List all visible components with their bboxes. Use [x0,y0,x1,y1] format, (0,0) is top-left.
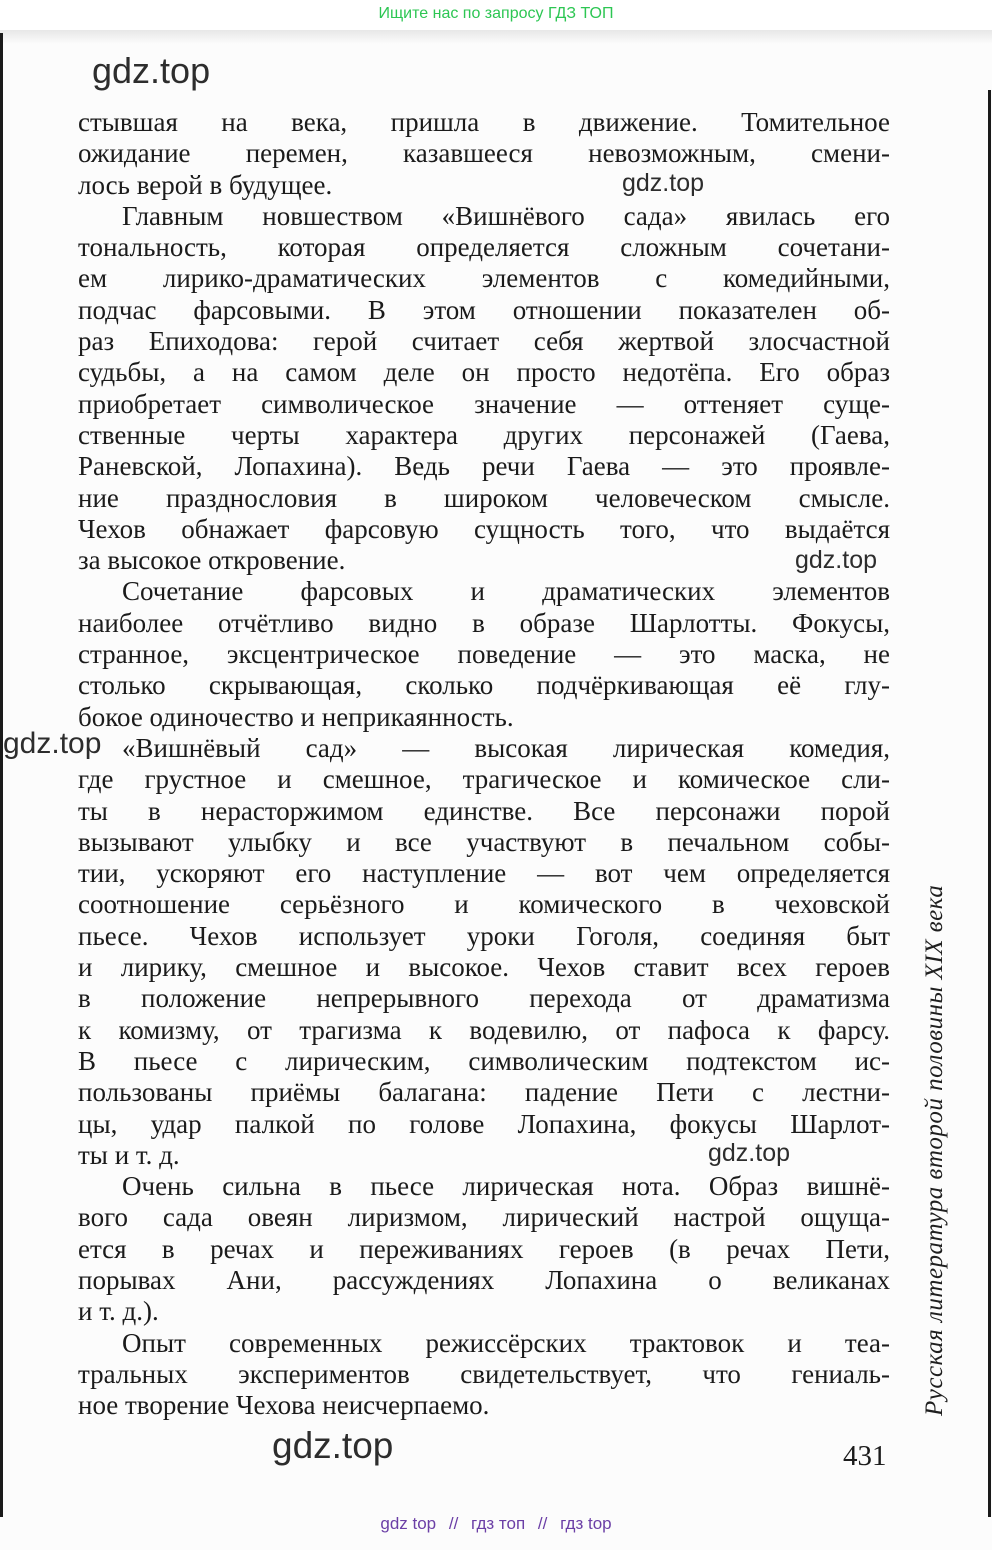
text-line: «Вишнёвый сад» — высокая лирическая комедия, [122,732,890,763]
margin-caption: Русская литература второй половины XIX века [921,884,948,1416]
text-line: вого сада овеян лиризмом, лирический настрой ощуща- [78,1202,890,1233]
text-line: подчас фарсовыми. В этом отношении показателен об- [78,294,890,325]
text-line: где грустное и смешное, трагическое и комическое сли- [78,764,890,795]
text-line: тональность, которая определяется сложным сочетани- [78,232,890,263]
text-line: за высокое откровение. [78,545,346,576]
footer-links [0,1514,992,1534]
text-line: порывах Ани, рассуждениях Лопахина о великанах [78,1264,890,1295]
text-line: судьбы, а на самом деле он просто недотёпа. Его образ [78,357,890,388]
text-line: Опыт современных режиссёрских трактовок и теа- [122,1327,890,1358]
gdztop-watermark: gdz.top [3,727,102,760]
text-line: бокое одиночество и неприкаянность. [78,701,514,732]
text-line: ем лирико-драматических элементов с комедийными, [78,263,890,294]
footer-separator: // [537,1514,548,1533]
site-banner-link[interactable]: Ищите нас по запросу ГДЗ ТОП [378,5,614,22]
gdztop-watermark: gdz.top [92,50,211,91]
text-line: стывшая на века, пришла в движение. Томительное [78,107,890,137]
text-line: приобретает символическое значение — оттеняет суще- [78,388,890,419]
text-line: тральных экспериментов свидетельствует, что гениаль- [78,1358,890,1389]
text-line: Главным новшеством «Вишнёвого сада» явилась его [122,200,890,231]
text-line: раз Епиходова: герой считает себя жертвой злосчастной [78,326,890,357]
text-line: ожидание перемен, казавшееся невозможным, смени- [78,138,890,169]
text-line: ственные черты характера других персонажей (Гаева, [78,419,890,450]
text-line: ты в нерасторжимом единстве. Все персонажи порой [78,795,890,826]
gdztop-watermark: gdz.top [622,169,705,197]
text-line: лось верой в будущее. [78,169,333,200]
page-edge-right [988,90,991,1517]
text-line: к комизму, от трагизма к водевилю, от пафоса к фарсу. [78,1014,890,1045]
page-top-shadow [0,30,992,44]
text-line: и лирику, смешное и высокое. Чехов ставит всех героев [78,952,890,983]
text-line: Раневской, Лопахина). Ведь речи Гаева — это проявле- [78,451,890,482]
text-line: столько скрывающая, сколько подчёркивающая её глу- [78,670,890,701]
text-line: Очень сильна в пьесе лирическая нота. Образ вишнё- [122,1171,890,1202]
footer-link-gdz-top-ru[interactable]: гдз топ [471,1514,526,1533]
text-line: ное творение Чехова неисчерпаемо. [78,1390,490,1421]
text-line: пьесе. Чехов использует уроки Гоголя, соединяя быт [78,920,890,951]
text-line: и т. д.). [78,1296,159,1327]
site-banner [0,0,992,30]
footer-link-gdz-top-mixed[interactable]: гдз top [560,1514,612,1533]
gdztop-watermark: gdz.top [795,546,878,574]
text-line: цы, удар палкой по голове Лопахина, фокусы Шарлот- [78,1108,890,1139]
page-number: 431 [843,1440,887,1472]
footer-separator: // [448,1514,459,1533]
footer-link-gdz-top[interactable]: gdz top [380,1514,437,1533]
text-line: в положение непрерывного перехода от драматизма [78,983,890,1014]
text-line: соотношение серьёзного и комического в чеховской [78,889,890,920]
text-line: вызывают улыбку и все участвуют в печальном собы- [78,826,890,857]
text-line: наиболее отчётливо видно в образе Шарлотты. Фокусы, [78,607,890,638]
text-line: тии, ускоряют его наступление — вот чем определяется [78,858,890,889]
gdztop-watermark: gdz.top [708,1139,791,1167]
text-line: Сочетание фарсовых и драматических элементов [122,576,890,607]
gdztop-watermark: gdz.top [272,1425,394,1466]
text-line: В пьесе с лирическим, символическим подтекстом ис- [78,1045,890,1076]
text-line: ты и т. д. [78,1139,180,1170]
text-line: странное, эксцентрическое поведение — это маска, не [78,639,890,670]
text-line: Чехов обнажает фарсовую сущность того, что выдаётся [78,513,890,544]
text-line: ется в речах и переживаниях героев (в речах Пети, [78,1233,890,1264]
text-line: пользованы приёмы балагана: падение Пети с лестни- [78,1077,890,1108]
text-line: ние празднословия в широком человеческом смысле. [78,482,890,513]
page-text [78,107,890,1421]
page-edge-left [0,33,3,1517]
